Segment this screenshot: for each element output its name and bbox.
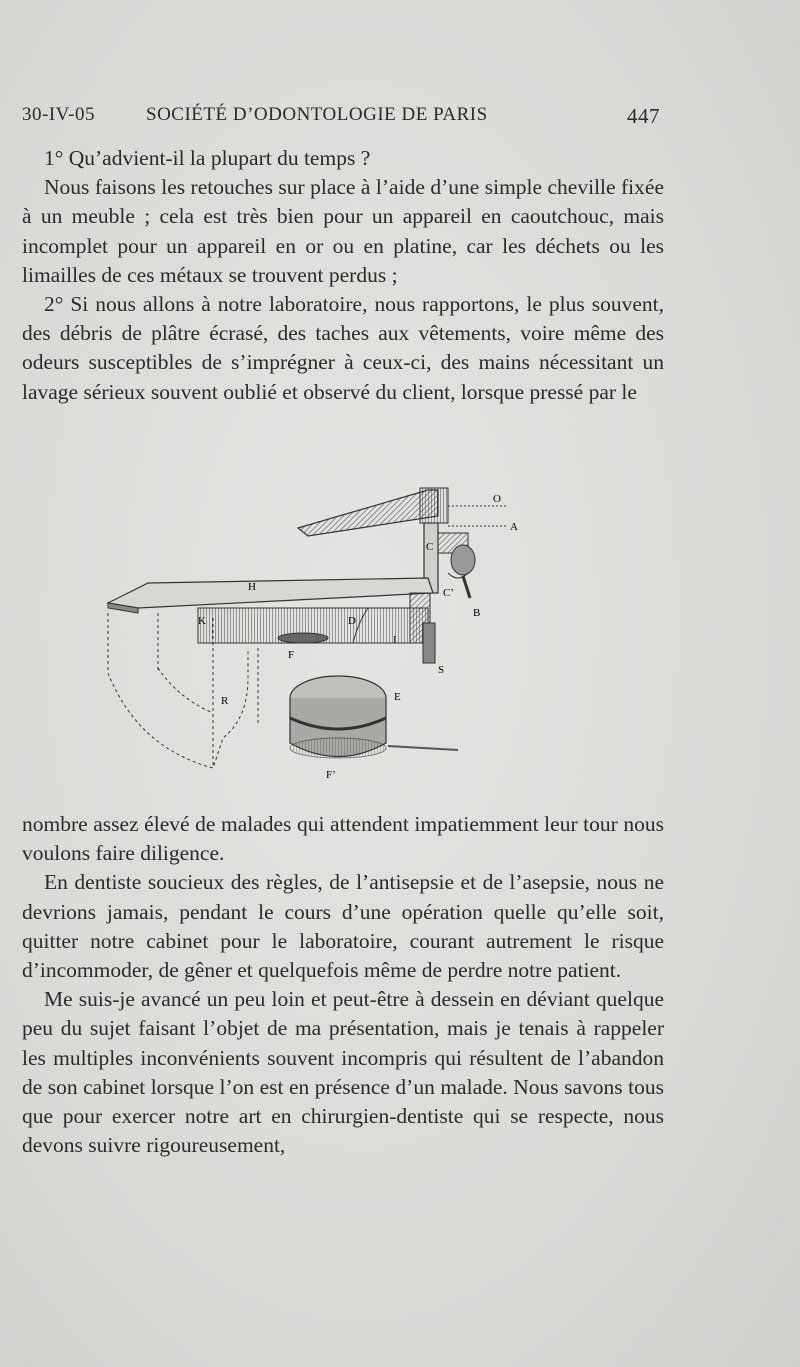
anvil-peg bbox=[298, 490, 438, 536]
header-date: 30-IV-05 bbox=[22, 104, 95, 125]
label-F: F bbox=[288, 649, 295, 661]
paragraph-retouches: Nous faisons les retouches sur place à l’aide d’une simple cheville fixée à un meuble ; cela est très bien pour un appareil en caoutchouc, mais incomplet pour un appareil en or ou en platine, car les déchets ou les limailles de ces métaux se trouvent perdus ; bbox=[22, 175, 664, 287]
label-A: A bbox=[510, 521, 518, 533]
screw-S bbox=[423, 623, 435, 663]
label-I: I bbox=[393, 634, 397, 646]
label-D: D bbox=[348, 615, 356, 627]
page-number: 447 bbox=[627, 104, 660, 128]
dental-bench-illustration bbox=[98, 478, 578, 788]
label-H: H bbox=[248, 581, 256, 593]
paragraph-presentation: Me suis-je avancé un peu loin et peut-être à dessein en déviant quelque peu du sujet faisant l’objet de ma présentation, mais je tenais à rappeler les multiples inconvénients souvent incompris qui résultent de l’abandon de son cabinet lorsque l’on est en présence d’un malade. Nous savons tous que pour exercer notre art en chirurgien-dentiste qui se respecte, nous devons suivre rigoureusement, bbox=[22, 987, 664, 1158]
label-F-prime: F’ bbox=[326, 769, 336, 781]
work-tray-top bbox=[108, 578, 433, 608]
label-R: R bbox=[221, 695, 229, 707]
label-E: E bbox=[394, 691, 401, 703]
paragraph-antisepsie: En dentiste soucieux des règles, de l’antisepsie et de l’asepsie, nous ne devrions jamais, pendant le cours d’une opération quelle qu’elle soit, quitter notre cabinet pour le laboratoire, courant autrement le risque d’incommoder, de gêner et quelquefois même de perdre notre patient. bbox=[22, 870, 664, 983]
paragraph-question: 1° Qu’advient-il la plupart du temps ? bbox=[44, 146, 371, 170]
label-C: C bbox=[426, 541, 434, 553]
label-B: B bbox=[473, 607, 481, 619]
clamp-knob bbox=[451, 545, 475, 575]
text-block-bottom bbox=[22, 810, 664, 1160]
label-S: S bbox=[438, 664, 445, 676]
paragraph-laboratoire: 2° Si nous allons à notre laboratoire, nous rapportons, le plus souvent, des débris de plâtre écrasé, des taches aux vêtements, voire même des odeurs susceptibles de s’imprégner à ceux-ci, des mains nécessitant un lavage sérieux souvent oublié et observé du client, lorsque pressé par le bbox=[22, 292, 664, 404]
engraving-figure bbox=[98, 478, 578, 788]
paragraph-continuation: nombre assez élevé de malades qui attendent impatiemment leur tour nous voulons faire diligence. bbox=[22, 812, 664, 866]
label-O: O bbox=[493, 493, 501, 505]
label-C-prime: C’ bbox=[443, 587, 454, 599]
header-journal-title: SOCIÉTÉ D’ODONTOLOGIE DE PARIS bbox=[146, 104, 488, 125]
label-K: K bbox=[198, 615, 206, 627]
text-block-top bbox=[22, 144, 664, 407]
